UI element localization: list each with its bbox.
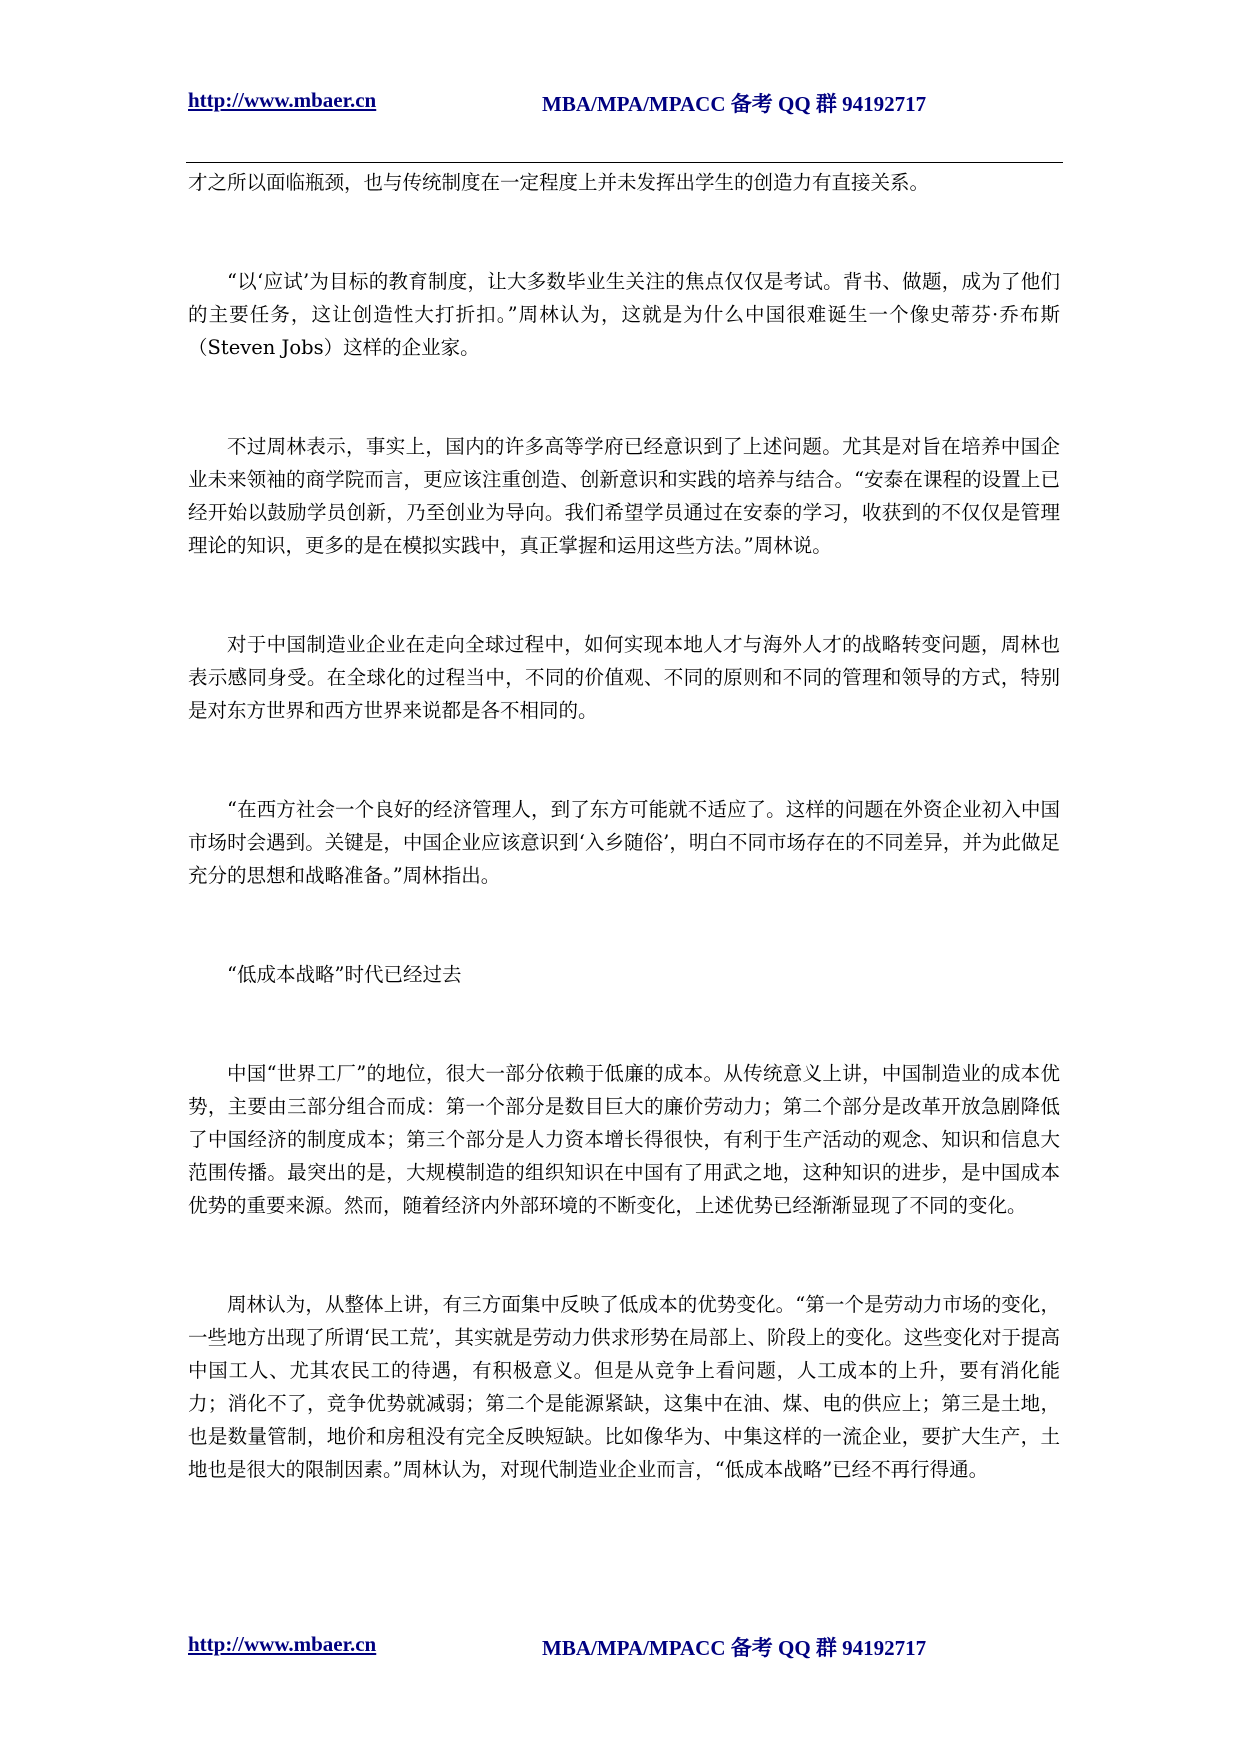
section-heading-low-cost: “低成本战略”时代已经过去	[227, 963, 462, 986]
paragraph-world-factory: 中国“世界工厂”的地位，很大一部分依赖于低廉的成本。从传统意义上讲，中国制造业的成本优势，主要由三部分组合而成：第一个部分是数目巨大的廉价劳动力；第二个部分是改革开放急剧降低了中国经济的制度成本；第三个部分是人力资本增长得很快，有利于生产活动的观念、知识和信息大范围传播。最突出的是，大规模制造的组织知识在中国有了用武之地，这种知识的进步，是中国成本优势的重要来源。然而，随着经济内外部环境的不断变化，上述优势已经渐渐显现了不同的变化。	[188, 1062, 1060, 1217]
paragraph-continuation: 才之所以面临瓶颈，也与传统制度在一定程度上并未发挥出学生的创造力有直接关系。	[188, 171, 930, 194]
header-qq-group: MBA/MPA/MPACC 备考 QQ 群 94192717	[542, 92, 927, 116]
paragraph-exam-education: “以‘应试’为目标的教育制度，让大多数毕业生关注的焦点仅仅是考试。背书、做题，成为了他们的主要任务，这让创造性大打折扣。”周林认为，这就是为什么中国很难诞生一个像史蒂芬·乔布斯（Steven Jobs）这样的企业家。	[188, 270, 1060, 359]
paragraph-east-west-management: “在西方社会一个良好的经济管理人，到了东方可能就不适应了。这样的问题在外资企业初入中国市场时会遇到。关键是，中国企业应该意识到‘入乡随俗’，明白不同市场存在的不同差异，并为此做足充分的思想和战略准备。”周林指出。	[188, 798, 1060, 887]
page-footer	[188, 1632, 1063, 1662]
article-body	[188, 166, 1060, 1486]
paragraph-business-school: 不过周林表示，事实上，国内的许多高等学府已经意识到了上述问题。尤其是对旨在培养中国企业未来领袖的商学院而言，更应该注重创造、创新意识和实践的培养与结合。“安泰在课程的设置上已经开始以鼓励学员创新，乃至创业为导向。我们希望学员通过在安泰的学习，收获到的不仅仅是管理理论的知识，更多的是在模拟实践中，真正掌握和运用这些方法。”周林说。	[188, 435, 1060, 557]
header-divider	[186, 162, 1063, 163]
paragraph-globalization: 对于中国制造业企业在走向全球过程中，如何实现本地人才与海外人才的战略转变问题，周林也表示感同身受。在全球化的过程当中，不同的价值观、不同的原则和不同的管理和领导的方式，特别是对东方世界和西方世界来说都是各不相同的。	[188, 633, 1060, 722]
footer-qq-group: MBA/MPA/MPACC 备考 QQ 群 94192717	[542, 1636, 927, 1660]
footer-website-link[interactable]: http://www.mbaer.cn	[188, 1632, 377, 1656]
page-header	[188, 88, 1063, 118]
header-website-link[interactable]: http://www.mbaer.cn	[188, 88, 377, 112]
paragraph-cost-changes: 周林认为，从整体上讲，有三方面集中反映了低成本的优势变化。“第一个是劳动力市场的变化，一些地方出现了所谓‘民工荒’，其实就是劳动力供求形势在局部上、阶段上的变化。这些变化对于提高中国工人、尤其农民工的待遇，有积极意义。但是从竞争上看问题，人工成本的上升，要有消化能力；消化不了，竞争优势就减弱；第二个是能源紧缺，这集中在油、煤、电的供应上；第三是土地，也是数量管制，地价和房租没有完全反映短缺。比如像华为、中集这样的一流企业，要扩大生产，土地也是很大的限制因素。”周林认为，对现代制造业企业而言，“低成本战略”已经不再行得通。	[188, 1293, 1060, 1481]
